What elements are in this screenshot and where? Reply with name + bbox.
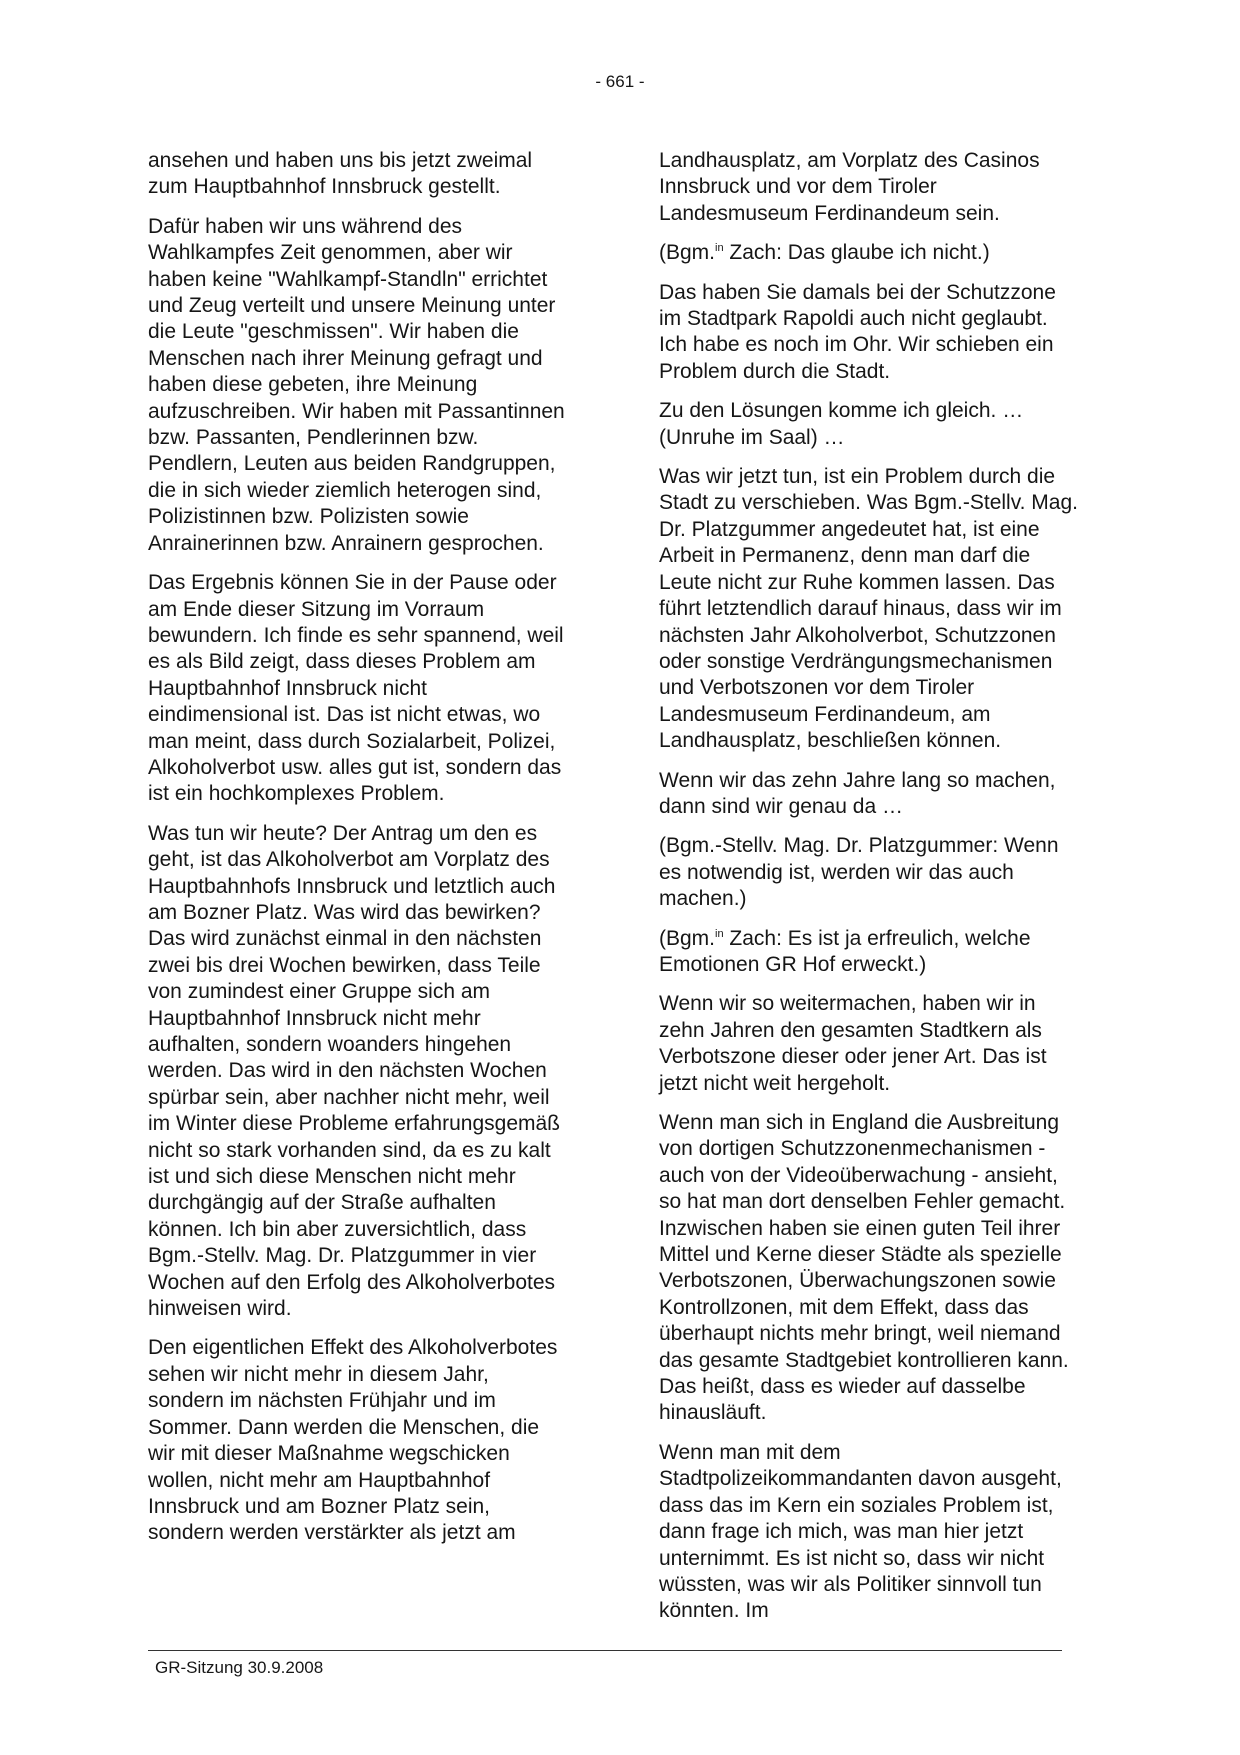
paragraph: Wenn man mit dem Stadtpolizeikommandanten davon ausgeht, dass das im Kern ein soziales Problem ist, dann frage ich mich, was man hier jetzt unternimmt. Es ist nicht so, dass wir nicht wüssten, was wir als Politiker sinnvoll tun könnten. Im — [659, 1440, 1062, 1623]
page-number: - 661 - — [595, 72, 645, 91]
interjection — [659, 926, 1079, 979]
footer-text: GR-Sitzung 30.9.2008 — [155, 1658, 324, 1677]
paragraph: Das haben Sie damals bei der Schutzzone im Stadtpark Rapoldi auch nicht geglaubt. Ich habe es noch im Ohr. Wir schieben ein Problem durch die Stadt. — [659, 280, 1056, 383]
paragraph: Dafür haben wir uns während des Wahlkampfes Zeit genommen, aber wir haben keine "Wahlkampf-Standln" errichtet und Zeug verteilt und unsere Meinung unter die Leute "geschmissen". Wir haben die Menschen nach ihrer Meinung gefragt und haben diese gebeten, ihre Meinung aufzuschreiben. Wir haben mit Passantinnen bzw. Passanten, Pendlerinnen bzw. Pendlern, Leuten aus beiden Randgruppen, die in sich wieder ziemlich heterogen sind, Polizistinnen bzw. Polizisten sowie Anrainerinnen bzw. Anrainern gesprochen. — [148, 214, 565, 555]
paragraph: Zu den Lösungen komme ich gleich. … (Unruhe im Saal) … — [659, 399, 1024, 449]
paragraph: ansehen und haben uns bis jetzt zweimal zum Hauptbahnhof Innsbruck gestellt. — [148, 149, 533, 199]
paragraph: Wenn wir das zehn Jahre lang so machen, dann sind wir genau da … — [659, 768, 1056, 818]
paragraph: Wenn man sich in England die Ausbreitung von dortigen Schutzzonenmechanismen - auch von der Videoüberwachung - ansieht, so hat man dort denselben Fehler gemacht. Inzwischen haben sie einen guten Teil ihrer Mittel und Kerne dieser Städte als spezielle Verbotszonen, Überwachungszonen sowie Kontrollzonen, mit dem Effekt, dass das überhaupt nichts mehr bringt, weil niemand das gesamte Stadtgebiet kontrollieren kann. Das heißt, dass es wieder auf dasselbe hinausläuft. — [659, 1111, 1069, 1425]
interjection-prefix: (Bgm. — [659, 241, 716, 265]
interjection-text: Zach: Das glaube ich nicht.) — [723, 241, 990, 265]
paragraph: Wenn wir so weitermachen, haben wir in zehn Jahren den gesamten Stadtkern als Verbotszone dieser oder jener Art. Das ist jetzt nicht weit hergeholt. — [659, 992, 1047, 1095]
paragraph: Den eigentlichen Effekt des Alkoholverbotes sehen wir nicht mehr in diesem Jahr, sondern im nächsten Frühjahr und im Sommer. Dann werden die Menschen, die wir mit dieser Maßnahme wegschicken wollen, nicht mehr am Hauptbahnhof Innsbruck und am Bozner Platz sein, sondern werden verstärkter als jetzt am — [148, 1336, 558, 1545]
paragraph: Landhausplatz, am Vorplatz des Casinos Innsbruck und vor dem Tiroler Landesmuseum Ferdinandeum sein. — [659, 149, 1040, 225]
paragraph: Das Ergebnis können Sie in der Pause oder am Ende dieser Sitzung im Vorraum bewundern. Ich finde es sehr spannend, weil es als Bild zeigt, dass dieses Problem am Hauptbahnhof Innsbruck nicht eindimensional ist. Das ist nicht etwas, wo man meint, dass durch Sozialarbeit, Polizei, Alkoholverbot usw. alles gut ist, sondern das ist ein hochkomplexes Problem. — [148, 571, 564, 806]
superscript: in — [715, 927, 724, 940]
interjection: (Bgm.-Stellv. Mag. Dr. Platzgummer: Wenn es notwendig ist, werden wir das auch machen.) — [659, 834, 1059, 911]
left-column — [148, 148, 568, 1560]
interjection — [659, 240, 1079, 266]
interjection-prefix: (Bgm. — [659, 926, 716, 950]
interjection-text: Zach: Es ist ja erfreulich, welche Emotionen GR Hof erweckt.) — [659, 926, 1031, 976]
right-column — [659, 148, 1079, 1638]
superscript: in — [715, 242, 724, 255]
paragraph: Was wir jetzt tun, ist ein Problem durch die Stadt zu verschieben. Was Bgm.-Stellv. Mag. Dr. Platzgummer angedeutet hat, ist eine Arbeit in Permanenz, denn man darf die Leute nicht zur Ruhe kommen lassen. Das führt letztendlich darauf hinaus, dass wir im nächsten Jahr Alkoholverbot, Schutzzonen oder sonstige Verdrängungsmechanismen und Verbotszonen vor dem Tiroler Landesmuseum Ferdinandeum, am Landhausplatz, beschließen können. — [659, 465, 1078, 753]
footer-divider — [148, 1650, 1062, 1651]
paragraph: Was tun wir heute? Der Antrag um den es geht, ist das Alkoholverbot am Vorplatz des Hauptbahnhofs Innsbruck und letztlich auch am Bozner Platz. Was wird das bewirken? Das wird zunächst einmal in den nächsten zwei bis drei Wochen bewirken, dass Teile von zumindest einer Gruppe sich am Hauptbahnhof Innsbruck nicht mehr aufhalten, sondern woanders hingehen werden. Das wird in den nächsten Wochen spürbar sein, aber nachher nicht mehr, weil im Winter diese Probleme erfahrungsgemäß nicht so stark vorhanden sind, da es zu kalt ist und sich diese Menschen nicht mehr durchgängig auf der Straße aufhalten können. Ich bin aber zuversichtlich, dass Bgm.-Stellv. Mag. Dr. Platzgummer in vier Wochen auf den Erfolg des Alkoholverbotes hinweisen wird. — [148, 821, 561, 1321]
